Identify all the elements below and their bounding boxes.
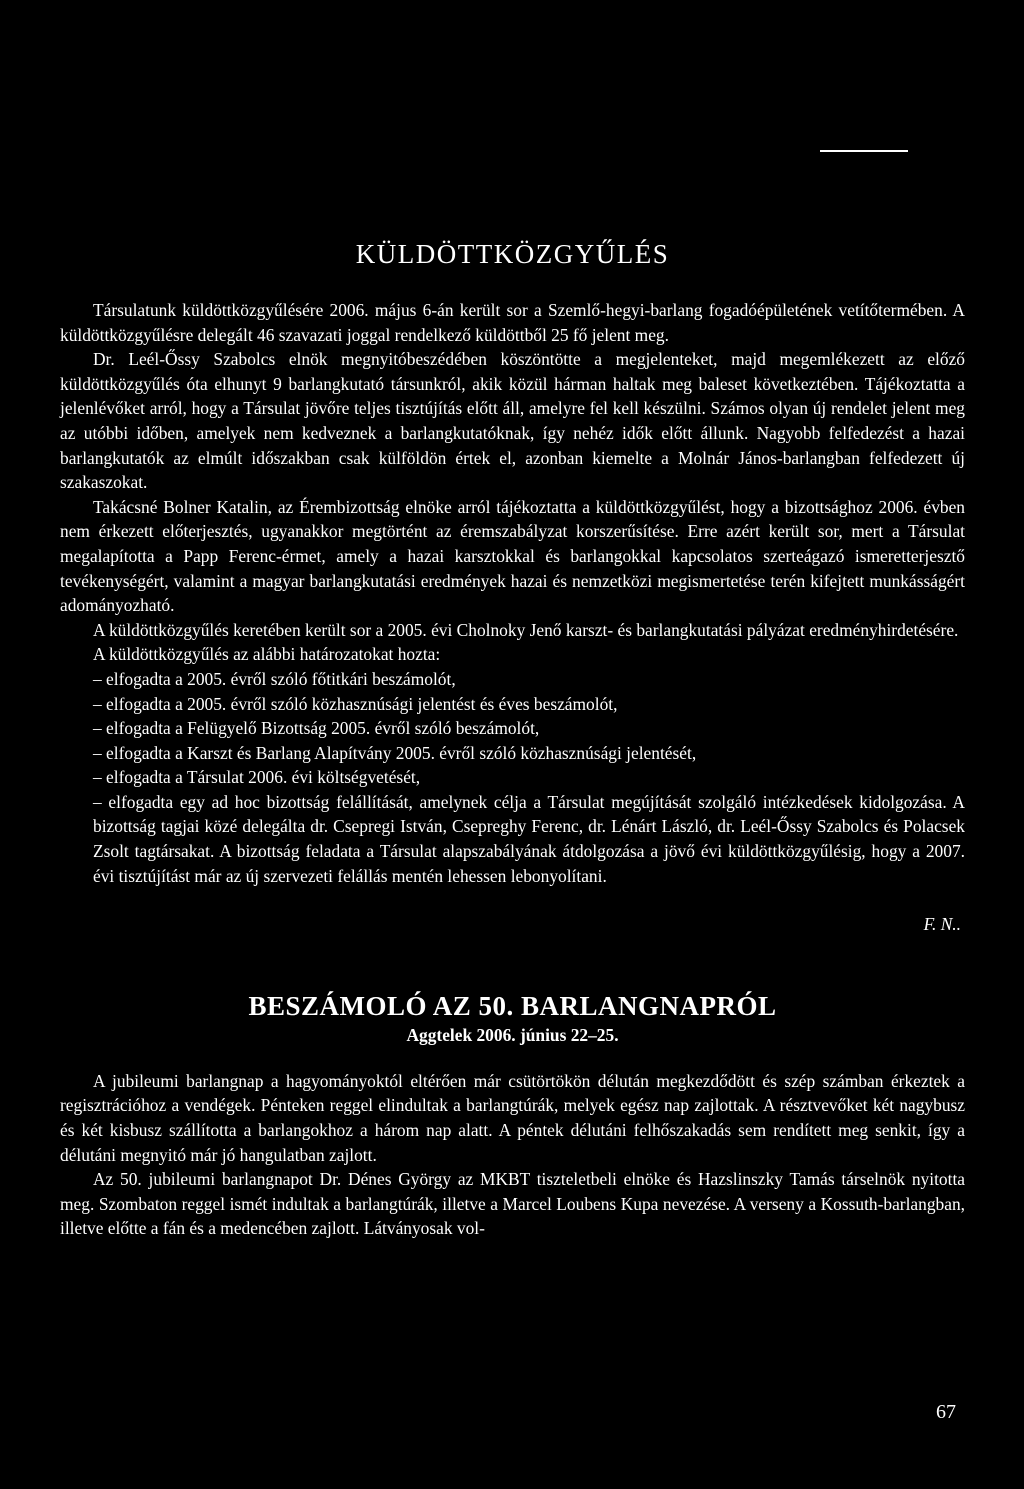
article-subtitle: Aggtelek 2006. június 22–25. [406,1024,619,1045]
paragraph: Társulatunk küldöttközgyűlésére 2006. május 6-án került sor a Szemlő-hegyi-barlang fogadóépületének vetítőtermében. A küldöttközgyűlésre delegált 46 szavazati joggal rendelkező küldöttből 25 fő jelent meg. [60,300,965,345]
article-title-barlangnap: BESZÁMOLÓ AZ 50. BARLANGNAPRÓL [248,990,777,1021]
article-title-kuldottkozgyules: KÜLDÖTTKÖZGYŰLÉS [355,239,670,269]
list-item: – elfogadta a Karszt és Barlang Alapítvány 2005. évről szóló közhasznúsági jelentését, [93,742,697,763]
paragraph: A küldöttközgyűlés keretében került sor a 2005. évi Cholnoky Jenő karszt- és barlangkutatási pályázat eredményhirdetésére. [93,619,959,640]
list-item: – elfogadta a Felügyelő Bizottság 2005. évről szóló beszámolót, [93,718,540,739]
author-signature: F. N.. [923,914,961,935]
list-item: – elfogadta a 2005. évről szóló közhasznúsági jelentést és éves beszámolót, [93,693,618,714]
page-number: 67 [936,1401,956,1423]
header-rule [820,150,908,152]
list-item: – elfogadta a Társulat 2006. évi költségvetését, [93,767,421,788]
list-item: – elfogadta a 2005. évről szóló főtitkári beszámolót, [93,668,456,689]
paragraph: Dr. Leél-Őssy Szabolcs elnök megnyitóbeszédében köszöntötte a megjelenteket, majd megemlékezett az előző küldöttközgyűlés óta elhunyt 9 barlangkutató társunkról, akik közül hárman haltak meg baleset következtében. Tájékoztatta a jelenlévőket arról, hogy a Társulat jövőre teljes tisztújítás előtt áll, amelyre fel kell készülni. Számos olyan új rendelet jelent meg az utóbbi időben, amelyek nem kedveznek a barlangkutatóknak, így nehéz idők előtt állunk. Nagyobb felfedezést a hazai barlangkutatók az elmúlt időszakban csak külföldön értek el, azonban kiemelte a Molnár János-barlangban felfedezett új szakaszokat. [60,349,965,493]
list-item: – elfogadta egy ad hoc bizottság felállítását, amelynek célja a Társulat megújítását szolgáló intézkedések kidolgozása. A bizottság tagjai közé delegálta dr. Csepregi István, Csepreghy Ferenc, dr. Lénárt László, dr. Leél-Őssy Szabolcs és Polacsek Zsolt tagtársakat. A bizottság feladata a Társulat alapszabályának átdolgozása a jövő évi küldöttközgyűlésig, hogy a 2007. évi tisztújítást már az új szervezeti felállás mentén lehessen lebonyolítani. [93,791,965,886]
text-column [60,236,965,1241]
paragraph: Az 50. jubileumi barlangnapot Dr. Dénes György az MKBT tiszteletbeli elnöke és Hazslinszky Tamás társelnök nyitotta meg. Szombaton reggel ismét indultak a barlangtúrák, illetve a Marcel Loubens Kupa nevezése. A verseny a Kossuth-barlangban, illetve előtte a fán és a medencében zajlott. Látványosak vol- [60,1169,965,1239]
paragraph: A küldöttközgyűlés az alábbi határozatokat hozta: [93,644,441,665]
paragraph: Takácsné Bolner Katalin, az Érembizottság elnöke arról tájékoztatta a küldöttközgyűlést, hogy a bizottsághoz 2006. évben nem érkezett előterjesztés, ugyanakkor megtörtént az éremszabályzat korszerűsítése. Erre azért került sor, mert a Társulat megalapította a Papp Ferenc-érmet, amely a hazai karsztokkal és barlangokkal kapcsolatos szerteágazó ismeretterjesztő tevékenységért, valamint a magyar barlangkutatási eredmények hazai és nemzetközi megismertetése terén kifejtett munkásságért adományozható. [60,496,965,616]
resolutions-list [60,667,965,888]
paragraph: A jubileumi barlangnap a hagyományoktól eltérően már csütörtökön délután megkezdődött és szép számban érkeztek a regisztrációhoz a vendégek. Pénteken reggel elindultak a barlangtúrák, melyek egész nap zajlottak. A résztvevőket két nagybusz és két kisbusz szállította a barlangokhoz a három nap alatt. A péntek délutáni felhőszakadás sem rendített meg senkit, így a délutáni megnyitó már jó hangulatban zajlott. [60,1070,965,1165]
